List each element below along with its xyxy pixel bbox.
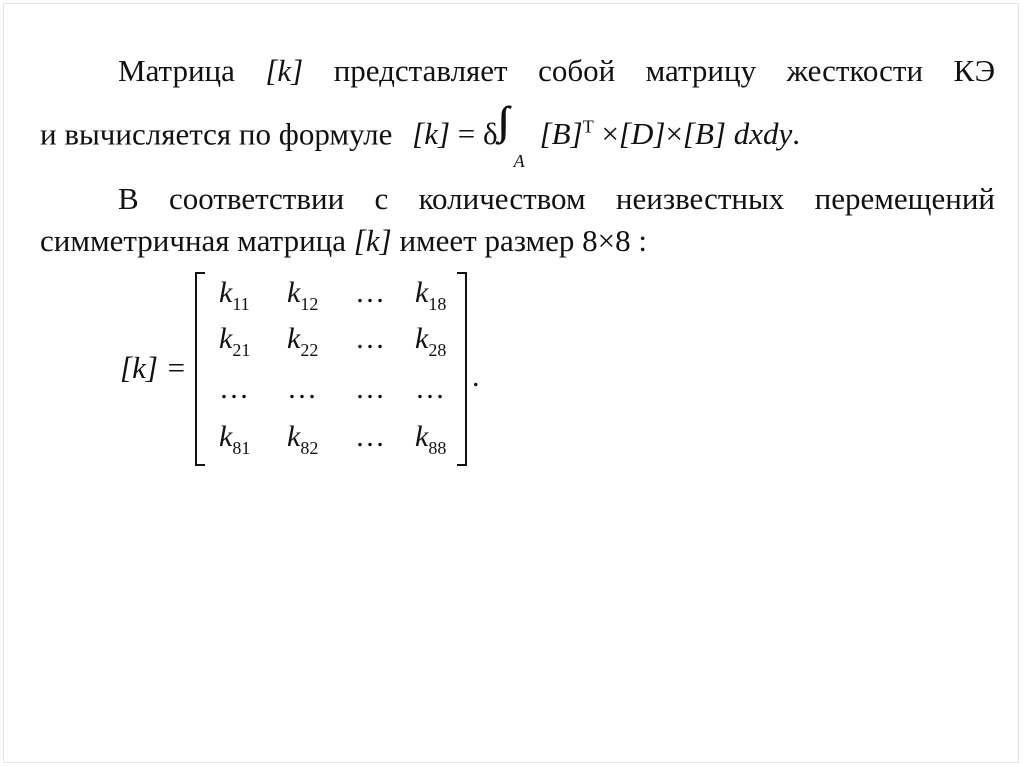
- matrix-cell: [355, 420, 387, 454]
- word: жесткости: [786, 53, 924, 88]
- matrix-cell: [355, 322, 387, 356]
- matrix-cell: [219, 372, 251, 406]
- ellipsis: …: [355, 276, 387, 309]
- matrix-cell: [415, 372, 447, 406]
- stiffness-formula: [412, 98, 801, 171]
- matrix-entry-index: 11: [232, 294, 250, 314]
- matrix-cell: [355, 372, 387, 406]
- matrix-cell: [219, 276, 250, 315]
- word: матрицу: [645, 53, 757, 88]
- times-sign: ×: [665, 116, 683, 152]
- word: КЭ: [953, 53, 996, 88]
- ellipsis: …: [219, 372, 251, 405]
- matrix-cell: [287, 420, 318, 459]
- matrix-right-bracket: [457, 272, 467, 466]
- matrix-entry-index: 12: [300, 294, 319, 314]
- colon: :: [638, 223, 648, 258]
- delta-symbol: δ: [483, 116, 498, 152]
- times-sign: ×: [601, 116, 619, 152]
- matrix-cell: [219, 322, 250, 361]
- formula-intro-text: и вычисляется по формуле: [40, 116, 393, 152]
- matrix-entry-symbol: k: [219, 322, 233, 355]
- term-b: [B]: [682, 116, 726, 152]
- matrix-left-bracket: [195, 272, 205, 466]
- matrix-entry-symbol: k: [415, 322, 429, 355]
- matrix-entry-symbol: k: [287, 322, 301, 355]
- paragraph-2-line-1: [118, 180, 995, 218]
- differential: dxdy: [733, 116, 793, 152]
- ellipsis: …: [355, 420, 387, 453]
- equals-sign: =: [457, 116, 476, 152]
- matrix-entry-symbol: k: [415, 276, 429, 309]
- matrix-entry-index: 88: [428, 438, 447, 458]
- matrix-entry-symbol: k: [415, 420, 429, 453]
- matrix-period: .: [472, 360, 480, 393]
- matrix-cell: [219, 420, 250, 459]
- word: с: [374, 181, 389, 216]
- ellipsis: …: [355, 322, 387, 355]
- word: количеством: [418, 181, 586, 216]
- stiffness-matrix: [195, 272, 467, 466]
- paragraph-2-line-2: [40, 222, 647, 260]
- matrix-entry-symbol: k: [219, 276, 233, 309]
- text: имеет размер: [399, 223, 575, 258]
- term-b: [B]: [539, 116, 583, 152]
- word: соответствии: [169, 181, 345, 216]
- matrix-entry-index: 28: [428, 340, 447, 360]
- matrix-cell: [355, 276, 387, 310]
- matrix-entry-symbol: k: [287, 276, 301, 309]
- matrix-k-ref: [k]: [353, 223, 392, 258]
- word: собой: [538, 53, 616, 88]
- double-integral: [497, 98, 540, 171]
- matrix-cell: [415, 322, 446, 361]
- matrix-k-ref: [k]: [265, 53, 304, 88]
- matrix-entry-index: 81: [232, 438, 251, 458]
- transpose-mark: T: [582, 117, 594, 137]
- ellipsis: …: [415, 372, 447, 405]
- paragraph-1-line-1: [118, 52, 995, 90]
- word: перемещений: [814, 181, 996, 216]
- matrix-entry-index: 22: [300, 340, 319, 360]
- matrix-cell: [415, 420, 446, 459]
- matrix-cell: [415, 276, 446, 315]
- text: симметричная матрица: [40, 223, 347, 258]
- matrix-cell: [287, 276, 318, 315]
- term-d: [D]: [618, 116, 666, 152]
- word: представляет: [333, 53, 508, 88]
- integral-domain: A: [513, 151, 525, 171]
- paragraph-1-line-2: [40, 98, 801, 171]
- ellipsis: …: [287, 372, 319, 405]
- matrix-cell: [287, 372, 319, 406]
- matrix-entry-index: 82: [300, 438, 319, 458]
- matrix-entry-index: 21: [232, 340, 251, 360]
- matrix-entry-index: 18: [428, 294, 447, 314]
- matrix-cell: [287, 322, 318, 361]
- word: В: [118, 181, 139, 216]
- word: Матрица: [118, 53, 235, 88]
- word: неизвестных: [615, 181, 785, 216]
- formula-period: .: [792, 116, 801, 152]
- formula-lhs: [k]: [412, 116, 451, 152]
- matrix-entry-symbol: k: [219, 420, 233, 453]
- matrix-size: 8×8: [582, 223, 631, 258]
- ellipsis: …: [355, 372, 387, 405]
- matrix-lhs: [k] =: [120, 350, 187, 385]
- integral-sign: ∫∫: [497, 98, 500, 143]
- matrix-entry-symbol: k: [287, 420, 301, 453]
